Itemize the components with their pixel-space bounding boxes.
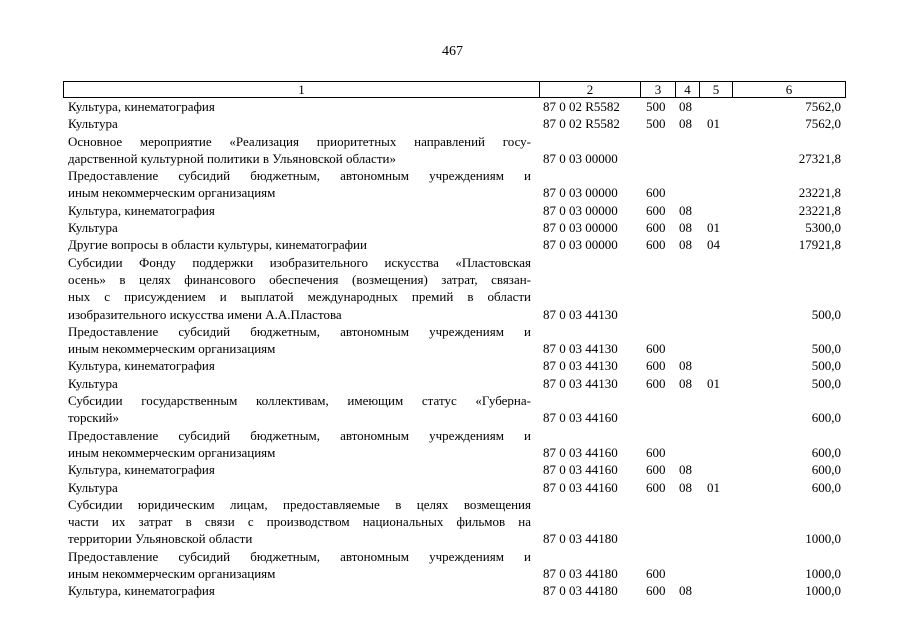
- cell-c3: 600: [646, 358, 666, 374]
- description-line: Культура, кинематография: [68, 202, 215, 218]
- description-line: ных с присуждением и выплатой международных премий в области: [68, 289, 531, 305]
- row-description: [68, 323, 531, 358]
- cell-c3: 500: [646, 99, 666, 114]
- cell-c6: 500,0: [811, 306, 841, 322]
- header-col-1: 1: [298, 82, 305, 97]
- row-description: [68, 202, 531, 219]
- table-row: [0, 133, 905, 168]
- description-line: торский»: [68, 410, 120, 426]
- table-row: [0, 254, 905, 323]
- cell-c6: 1000,0: [805, 583, 841, 599]
- description-line: Культура: [68, 116, 118, 132]
- cell-c6: 23221,8: [798, 185, 841, 201]
- cell-c3: 600: [646, 237, 666, 253]
- cell-c3: 600: [646, 185, 666, 201]
- cell-c6: 7562,0: [805, 116, 841, 132]
- cell-c3: 600: [646, 583, 666, 599]
- table-body: [0, 98, 905, 600]
- cell-c4: 08: [679, 220, 692, 236]
- cell-c6: 500,0: [811, 375, 841, 391]
- cell-c6: 600,0: [811, 410, 841, 426]
- cell-c6: 27321,8: [798, 150, 841, 166]
- cell-c5: 01: [707, 220, 720, 236]
- row-description: [68, 133, 531, 168]
- cell-c2: 87 0 03 00000: [543, 150, 618, 166]
- cell-c3: 600: [646, 375, 666, 391]
- table-row: [0, 548, 905, 583]
- table-row: [0, 236, 905, 253]
- cell-c2: 87 0 03 44130: [543, 358, 618, 374]
- row-description: [68, 479, 531, 496]
- cell-c6: 7562,0: [805, 99, 841, 114]
- cell-c4: 08: [679, 99, 692, 114]
- row-description: [68, 427, 531, 462]
- row-description: [68, 392, 531, 427]
- cell-c5: 01: [707, 479, 720, 495]
- cell-c2: 87 0 03 00000: [543, 220, 618, 236]
- cell-c6: 17921,8: [798, 237, 841, 253]
- description-line: осень» в целях финансового обеспечения (возмещения) затрат, связан-: [68, 271, 531, 287]
- cell-c2: 87 0 02 R5582: [543, 99, 620, 114]
- cell-c4: 08: [679, 237, 692, 253]
- table-row: [0, 479, 905, 496]
- cell-c3: 600: [646, 341, 666, 357]
- cell-c5: 01: [707, 116, 720, 132]
- description-line: Культура, кинематография: [68, 583, 215, 599]
- table-row: [0, 427, 905, 462]
- description-line: Основное мероприятие «Реализация приоритетных направлений госу-: [68, 133, 531, 149]
- row-description: [68, 461, 531, 478]
- table-row: [0, 582, 905, 599]
- cell-c5: 01: [707, 375, 720, 391]
- description-line: части их затрат в связи с производством национальных фильмов на: [68, 514, 531, 530]
- header-col-6: 6: [732, 82, 845, 97]
- description-line: иным некоммерческим организациям: [68, 341, 276, 357]
- description-line: Другие вопросы в области культуры, кинематографии: [68, 237, 367, 253]
- table-row: [0, 219, 905, 236]
- row-description: [68, 98, 531, 115]
- cell-c6: 5300,0: [805, 220, 841, 236]
- cell-c4: 08: [679, 202, 692, 218]
- table-header: [63, 81, 846, 98]
- cell-c3: 600: [646, 444, 666, 460]
- description-line: Субсидии Фонду поддержки изобразительного искусства «Пластовская: [68, 254, 531, 270]
- cell-c2: 87 0 03 00000: [543, 237, 618, 253]
- header-col-4: 4: [675, 82, 699, 97]
- description-line: иным некоммерческим организациям: [68, 444, 276, 460]
- cell-c2: 87 0 03 00000: [543, 202, 618, 218]
- table-row: [0, 98, 905, 115]
- cell-c3: 600: [646, 202, 666, 218]
- cell-c6: 500,0: [811, 358, 841, 374]
- table-row: [0, 357, 905, 374]
- cell-c6: 500,0: [811, 341, 841, 357]
- cell-c6: 23221,8: [798, 202, 841, 218]
- page-number: 467: [442, 44, 463, 59]
- description-line: Предоставление субсидий бюджетным, автономным учреждениям и: [68, 323, 531, 339]
- cell-c6: 600,0: [811, 444, 841, 460]
- cell-c3: 600: [646, 462, 666, 478]
- description-line: изобразительного искусства имени А.А.Пластова: [68, 306, 342, 322]
- header-col-5: 5: [699, 82, 732, 97]
- description-line: Предоставление субсидий бюджетным, автономным учреждениям и: [68, 548, 531, 564]
- cell-c2: 87 0 03 44130: [543, 306, 618, 322]
- cell-c4: 08: [679, 116, 692, 132]
- cell-c4: 08: [679, 583, 692, 599]
- table-row: [0, 115, 905, 132]
- cell-c2: 87 0 02 R5582: [543, 116, 620, 132]
- description-line: Культура: [68, 479, 118, 495]
- cell-c6: 600,0: [811, 479, 841, 495]
- cell-c2: 87 0 03 44160: [543, 479, 618, 495]
- cell-c3: 600: [646, 566, 666, 582]
- table-row: [0, 496, 905, 548]
- cell-c6: 600,0: [811, 462, 841, 478]
- table-row: [0, 202, 905, 219]
- description-line: Предоставление субсидий бюджетным, автономным учреждениям и: [68, 427, 531, 443]
- header-col-3: 3: [640, 82, 675, 97]
- row-description: [68, 357, 531, 374]
- cell-c4: 08: [679, 358, 692, 374]
- description-line: Культура: [68, 220, 118, 236]
- cell-c4: 08: [679, 479, 692, 495]
- description-line: иным некоммерческим организациям: [68, 185, 276, 201]
- cell-c3: 600: [646, 220, 666, 236]
- cell-c5: 04: [707, 237, 720, 253]
- row-description: [68, 496, 531, 548]
- table-row: [0, 323, 905, 358]
- cell-c2: 87 0 03 00000: [543, 185, 618, 201]
- description-line: Культура, кинематография: [68, 462, 215, 478]
- row-description: [68, 375, 531, 392]
- row-description: [68, 219, 531, 236]
- cell-c3: 600: [646, 479, 666, 495]
- description-line: Культура, кинематография: [68, 358, 215, 374]
- cell-c2: 87 0 03 44160: [543, 410, 618, 426]
- description-line: иным некоммерческим организациям: [68, 566, 276, 582]
- cell-c6: 1000,0: [805, 566, 841, 582]
- table-row: [0, 375, 905, 392]
- description-line: дарственной культурной политики в Ульяновской области»: [68, 150, 396, 166]
- table-row: [0, 461, 905, 478]
- header-col-2: 2: [539, 82, 640, 97]
- row-description: [68, 254, 531, 323]
- description-line: Культура: [68, 375, 118, 391]
- cell-c4: 08: [679, 462, 692, 478]
- description-line: Субсидии юридическим лицам, предоставляемые в целях возмещения: [68, 496, 531, 512]
- row-description: [68, 236, 531, 253]
- row-description: [68, 548, 531, 583]
- table-row: [0, 167, 905, 202]
- description-line: территории Ульяновской области: [68, 531, 253, 547]
- cell-c6: 1000,0: [805, 531, 841, 547]
- cell-c2: 87 0 03 44130: [543, 341, 618, 357]
- description-line: Предоставление субсидий бюджетным, автономным учреждениям и: [68, 168, 531, 184]
- row-description: [68, 167, 531, 202]
- description-line: Культура, кинематография: [68, 99, 215, 114]
- row-description: [68, 115, 531, 132]
- cell-c4: 08: [679, 375, 692, 391]
- cell-c2: 87 0 03 44180: [543, 531, 618, 547]
- description-line: Субсидии государственным коллективам, имеющим статус «Губерна-: [68, 393, 531, 409]
- row-description: [68, 582, 531, 599]
- cell-c2: 87 0 03 44160: [543, 444, 618, 460]
- cell-c2: 87 0 03 44130: [543, 375, 618, 391]
- cell-c3: 500: [646, 116, 666, 132]
- cell-c2: 87 0 03 44180: [543, 583, 618, 599]
- table-row: [0, 392, 905, 427]
- cell-c2: 87 0 03 44180: [543, 566, 618, 582]
- cell-c2: 87 0 03 44160: [543, 462, 618, 478]
